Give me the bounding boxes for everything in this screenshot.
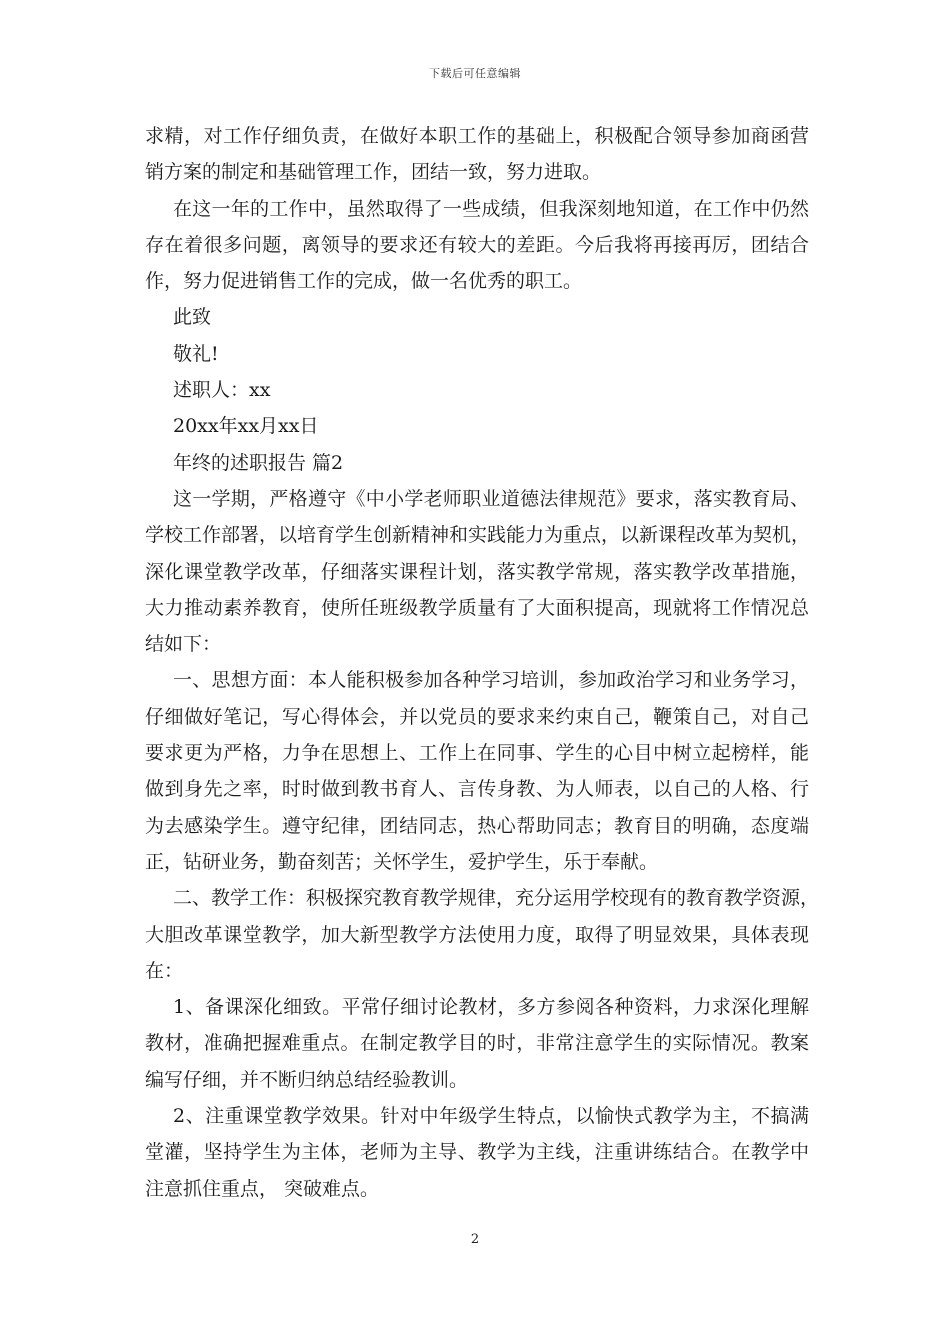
- text-line: 二、教学工作：积极探究教育教学规律，充分运用学校现有的教育教学资源，: [173, 887, 820, 910]
- text-line: 要求更为严格，力争在思想上、工作上在同事、学生的心目中树立起榜样，能: [145, 742, 809, 765]
- text-line: 敬礼!: [173, 342, 219, 365]
- text-line: 销方案的制定和基础管理工作，团结一致，努力进取。: [145, 161, 602, 184]
- document-body: [145, 118, 820, 1207]
- page-header: 下载后可任意编辑: [429, 67, 521, 80]
- text-line: 作，努力促进销售工作的完成，做一名优秀的职工。: [145, 270, 583, 293]
- text-line: 在这一年的工作中，虽然取得了一些成绩，但我深刻地知道，在工作中仍然: [173, 197, 809, 220]
- text-line: 这一学期，严格遵守《中小学老师职业道德法律规范》要求，落实教育局、: [173, 487, 809, 510]
- text-line: 注意抓住重点， 突破难点。: [145, 1177, 380, 1200]
- text-line: 学校工作部署，以培育学生创新精神和实践能力为重点，以新课程改革为契机，: [145, 524, 811, 547]
- text-line: 做到身先之率，时时做到教书育人、言传身教、为人师表，以自己的人格、行: [145, 778, 809, 801]
- text-line: 教材，准确把握难重点。在制定教学目的时，非常注意学生的实际情况。教案: [145, 1032, 809, 1055]
- text-line: 年终的述职报告 篇2: [173, 451, 344, 474]
- text-line: 深化课堂教学改革，仔细落实课程计划，落实教学常规，落实教学改革措施，: [145, 560, 809, 583]
- text-line: 大力推动素养教育，使所任班级教学质量有了大面积提高，现就将工作情况总: [145, 596, 809, 619]
- text-line: 结如下：: [145, 633, 222, 656]
- text-line: 述职人：xx: [173, 379, 271, 402]
- text-line: 求精，对工作仔细负责，在做好本职工作的基础上，积极配合领导参加商函营: [145, 125, 809, 147]
- text-line: 大胆改革课堂教学，加大新型教学方法使用力度，取得了明显效果，具体表现: [145, 923, 809, 946]
- text-line: 一、思想方面：本人能积极参加各种学习培训，参加政治学习和业务学习，: [173, 669, 809, 692]
- text-line: 仔细做好笔记，写心得体会，并以党员的要求来约束自己，鞭策自己，对自己: [145, 705, 809, 728]
- text-line: 2、注重课堂教学效果。针对中年级学生特点，以愉快式教学为主，不搞满: [173, 1105, 809, 1128]
- text-line: 此致: [173, 306, 212, 329]
- text-line: 存在着很多问题，离领导的要求还有较大的差距。今后我将再接再厉，团结合: [145, 233, 809, 256]
- page-number: 2: [470, 1232, 480, 1247]
- text-line: 1、备课深化细致。平常仔细讨论教材，多方参阅各种资料，力求深化理解: [173, 996, 809, 1019]
- text-line: 为去感染学生。遵守纪律，团结同志，热心帮助同志；教育目的明确，态度端: [145, 814, 809, 837]
- text-line: 编写仔细，并不断归纳总结经验教训。: [145, 1068, 469, 1091]
- text-line: 在：: [145, 959, 184, 982]
- text-line: 20xx年xx月xx日: [173, 415, 319, 438]
- text-line: 正，钻研业务，勤奋刻苦；关怀学生，爱护学生，乐于奉献。: [145, 850, 659, 873]
- text-line: 堂灌，坚持学生为主体，老师为主导、教学为主线，注重讲练结合。在教学中: [145, 1141, 809, 1164]
